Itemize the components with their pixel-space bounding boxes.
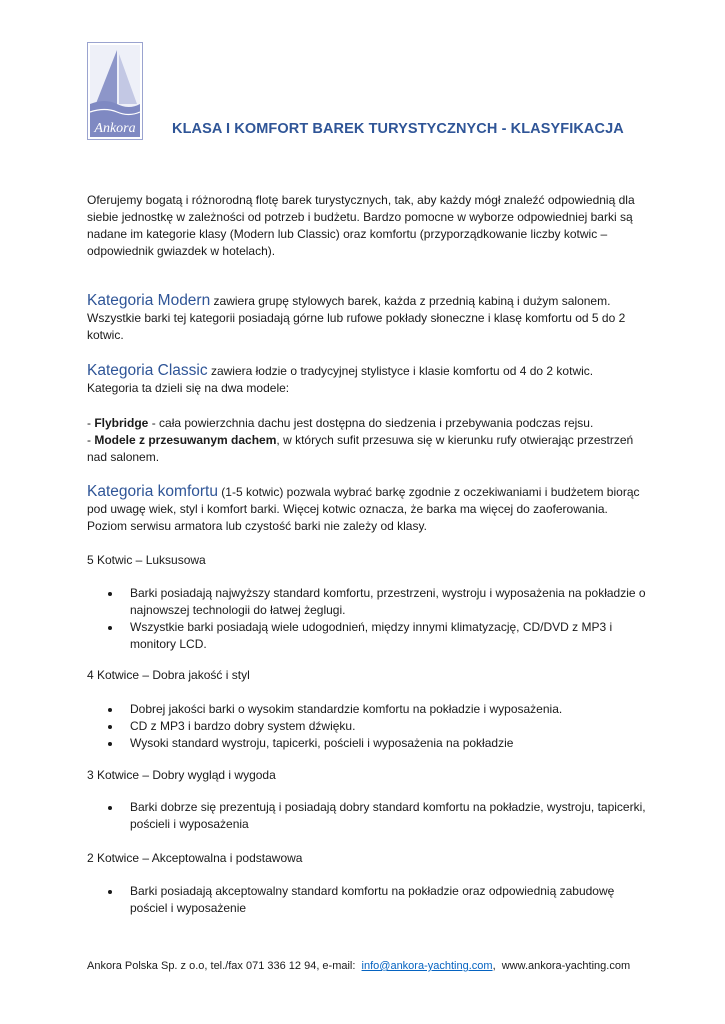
modern-text: zawiera grupę stylowych barek, każda z przednią kabiną i dużym salonem. Wszystkie barki tej kategorii posiadają górne lub rufowe pokłady słoneczne i klasę komfortu od 5 do 2 kotwic. — [87, 294, 626, 342]
page-title: KLASA I KOMFORT BAREK TURYSTYCZNYCH - KLASYFIKACJA — [172, 121, 624, 137]
sliding-roof-prefix: - — [87, 433, 95, 447]
list-item: Barki posiadają akceptowalny standard komfortu na pokładzie oraz odpowiednią zabudowę pościel i wyposażenie — [87, 883, 647, 917]
bullet-icon — [108, 890, 112, 894]
level-3-label: 3 Kotwice – Dobry wygląd i wygoda — [87, 768, 276, 782]
bullet-icon — [108, 806, 112, 810]
level-4-list — [87, 701, 647, 752]
list-item: Barki posiadają najwyższy standard komfortu, przestrzeni, wystroju i wyposażenia na pokładzie o najnowszej technologii do łatwej żeglugi. — [87, 585, 647, 619]
classic-heading: Kategoria Classic — [87, 362, 208, 379]
flybridge-paragraph — [87, 415, 642, 432]
intro-paragraph: Oferujemy bogatą i różnorodną flotę barek turystycznych, tak, aby każdy mógł znaleźć odpowiednią dla siebie jednostkę w zależności od potrzeb i budżetu. Bardzo pomocne w wyborze odpowiedniej barki są nadane im kategorie klasy (Modern lub Classic) oraz komfortu (przyporządkowanie liczby kotwic – odpowiednik gwiazdek w hotelach). — [87, 193, 635, 258]
sliding-roof-paragraph — [87, 432, 642, 466]
list-item: Wszystkie barki posiadają wiele udogodnień, między innymi klimatyzację, CD/DVD z MP3 i monitory LCD. — [87, 619, 647, 653]
footer-company: Ankora Polska Sp. z o.o, tel./fax 071 336 12 94, e-mail: — [87, 960, 362, 972]
flybridge-text: - cała powierzchnia dachu jest dostępna do siedzenia i przebywania podczas rejsu. — [148, 416, 594, 430]
list-item: Wysoki standard wystroju, tapicerki, pościeli i wyposażenia na pokładzie — [87, 735, 647, 752]
logo-text: Ankora — [94, 121, 136, 136]
flybridge-prefix: - — [87, 416, 95, 430]
level-2-list — [87, 883, 647, 917]
level-3-list — [87, 799, 647, 833]
list-item: Dobrej jakości barki o wysokim standardzie komfortu na pokładzie i wyposażenia. — [87, 701, 647, 718]
modern-paragraph — [87, 292, 642, 344]
flybridge-label: Flybridge — [94, 416, 149, 430]
level-2-label: 2 Kotwice – Akceptowalna i podstawowa — [87, 851, 303, 865]
sliding-roof-label: Modele z przesuwanym dachem — [94, 433, 277, 447]
classic-paragraph — [87, 362, 642, 397]
komfort-text: (1-5 kotwic) pozwala wybrać barkę zgodnie z oczekiwaniami i budżetem biorąc pod uwagę wiek, styl i komfort barki. Więcej kotwic oznacza, że barka ma więcej do zaoferowania. Poziom serwisu armatora lub czystość barki nie zależy od klasy. — [87, 485, 640, 533]
komfort-heading: Kategoria komfortu — [87, 483, 218, 500]
list-item: Barki dobrze się prezentują i posiadają dobry standard komfortu na pokładzie, wystroju, tapicerki, pościeli i wyposażenia — [87, 799, 647, 833]
bullet-icon — [108, 592, 112, 596]
level-4-label: 4 Kotwice – Dobra jakość i styl — [87, 668, 250, 682]
bullet-icon — [108, 725, 112, 729]
list-item: CD z MP3 i bardzo dobry system dźwięku. — [87, 718, 647, 735]
classic-text: zawiera łodzie o tradycyjnej stylistyce i klasie komfortu od 4 do 2 kotwic. Kategoria ta dzieli się na dwa modele: — [87, 364, 594, 395]
level-5-list — [87, 585, 647, 653]
komfort-paragraph — [87, 483, 642, 535]
footer-email-link[interactable]: info@ankora-yachting.com — [361, 960, 493, 972]
ankora-logo — [87, 42, 143, 140]
footer-website: , www.ankora-yachting.com — [492, 960, 631, 972]
modern-heading: Kategoria Modern — [87, 292, 211, 309]
sliding-roof-text: , w których sufit przesuwa się w kierunku rufy otwierając przestrzeń nad salonem. — [87, 433, 634, 464]
footer — [87, 960, 630, 972]
level-5-label: 5 Kotwic – Luksusowa — [87, 553, 206, 567]
bullet-icon — [108, 708, 112, 712]
bullet-icon — [108, 626, 112, 630]
bullet-icon — [108, 742, 112, 746]
